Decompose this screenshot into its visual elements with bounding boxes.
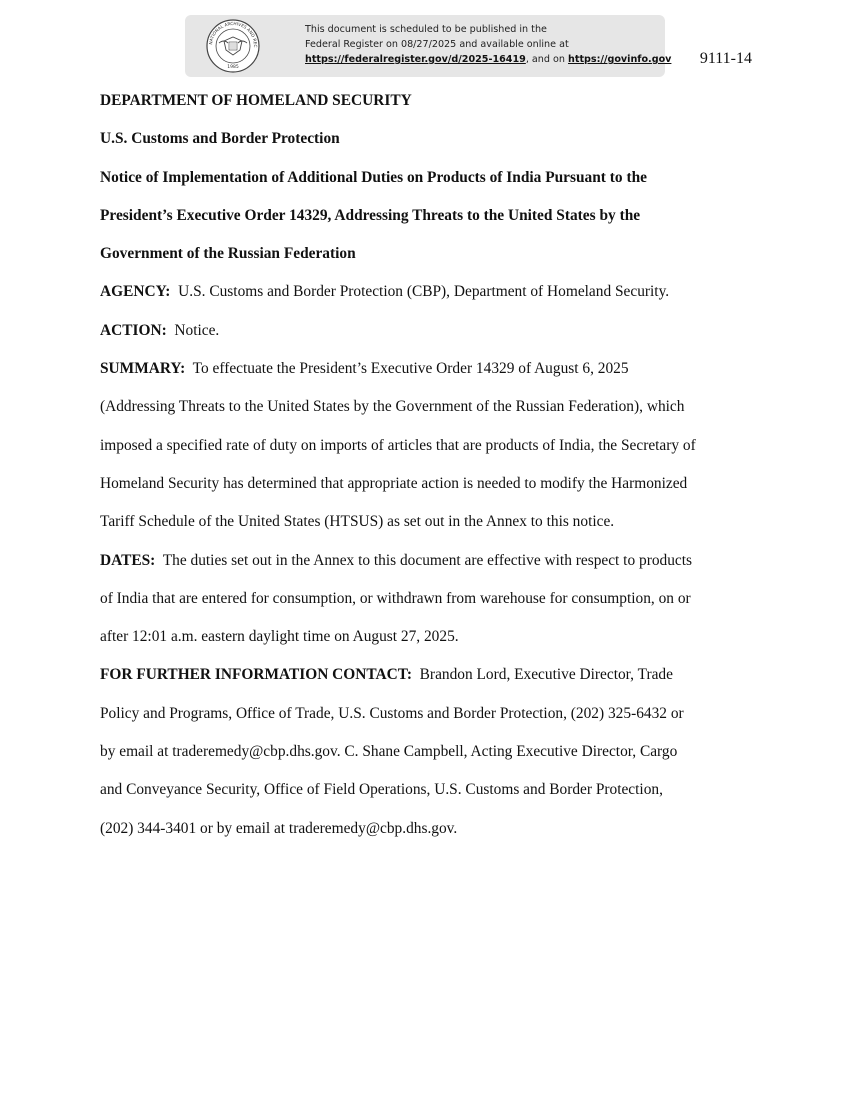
svg-text:NATIONAL ARCHIVES AND RECORDS: NATIONAL ARCHIVES AND REC [209, 21, 258, 48]
dates-label: DATES: [100, 551, 156, 569]
banner-between-text: , and on [525, 54, 569, 65]
summary-line-2: (Addressing Threats to the United States by the Government of the Russian Federation), which [100, 398, 685, 416]
govinfo-link[interactable]: https://govinfo.gov [568, 54, 672, 65]
action-label: ACTION: [100, 321, 167, 339]
national-archives-seal-icon [206, 19, 260, 73]
contact-line-5: (202) 344-3401 or by email at traderemedy@cbp.dhs.gov. [100, 819, 458, 837]
summary-label: SUMMARY: [100, 360, 186, 378]
summary-line-3: imposed a specified rate of duty on imports of articles that are products of India, the Secretary of [100, 436, 696, 454]
summary-line-1 [100, 350, 752, 388]
banner-line-1: This document is scheduled to be published in the [305, 24, 547, 35]
agency-label: AGENCY: [100, 283, 171, 301]
dates-text-1: The duties set out in the Annex to this document are effective with respect to products [162, 551, 693, 569]
document-body [100, 82, 752, 848]
svg-text:1985: 1985 [227, 65, 239, 70]
notice-title-line-2: President’s Executive Order 14329, Addressing Threats to the United States by the [100, 206, 641, 224]
summary-line-4: Homeland Security has determined that appropriate action is needed to modify the Harmonized [100, 474, 688, 492]
contact-line-3: by email at traderemedy@cbp.dhs.gov. C. Shane Campbell, Acting Executive Director, Cargo [100, 743, 678, 761]
summary-text-1: To effectuate the President’s Executive Order 14329 of August 6, 2025 [192, 360, 629, 378]
contact-line-1 [100, 656, 752, 694]
agency-text: U.S. Customs and Border Protection (CBP), Department of Homeland Security. [178, 283, 670, 301]
notice-title-line-1: Notice of Implementation of Additional Duties on Products of India Pursuant to the [100, 168, 647, 186]
contact-line-2: Policy and Programs, Office of Trade, U.S. Customs and Border Protection, (202) 325-6432 or [100, 704, 684, 722]
contact-text-1: Brandon Lord, Executive Director, Trade [419, 666, 673, 684]
banner-line-2: Federal Register on 08/27/2025 and available online at [305, 39, 569, 50]
action-section [100, 312, 752, 350]
federal-register-link[interactable]: https://federalregister.gov/d/2025-16419 [305, 54, 526, 65]
banner-line-3 [305, 52, 672, 67]
summary-line-5: Tariff Schedule of the United States (HTSUS) as set out in the Annex to this notice. [100, 513, 615, 531]
dates-line-1 [100, 542, 752, 580]
department-heading: DEPARTMENT OF HOMELAND SECURITY [100, 92, 412, 109]
contact-label: FOR FURTHER INFORMATION CONTACT: [100, 666, 412, 684]
notice-title-line-3: Government of the Russian Federation [100, 245, 356, 263]
dates-line-3: after 12:01 a.m. eastern daylight time on August 27, 2025. [100, 628, 459, 646]
action-text: Notice. [174, 321, 220, 339]
publication-banner [185, 15, 672, 77]
dates-line-2: of India that are entered for consumption, or withdrawn from warehouse for consumption, on or [100, 589, 691, 607]
agency-section [100, 273, 752, 311]
agency-heading: U.S. Customs and Border Protection [100, 130, 340, 148]
contact-line-4: and Conveyance Security, Office of Field Operations, U.S. Customs and Border Protection, [100, 781, 663, 799]
document-number: 9111-14 [699, 50, 752, 67]
banner-text [305, 22, 672, 67]
